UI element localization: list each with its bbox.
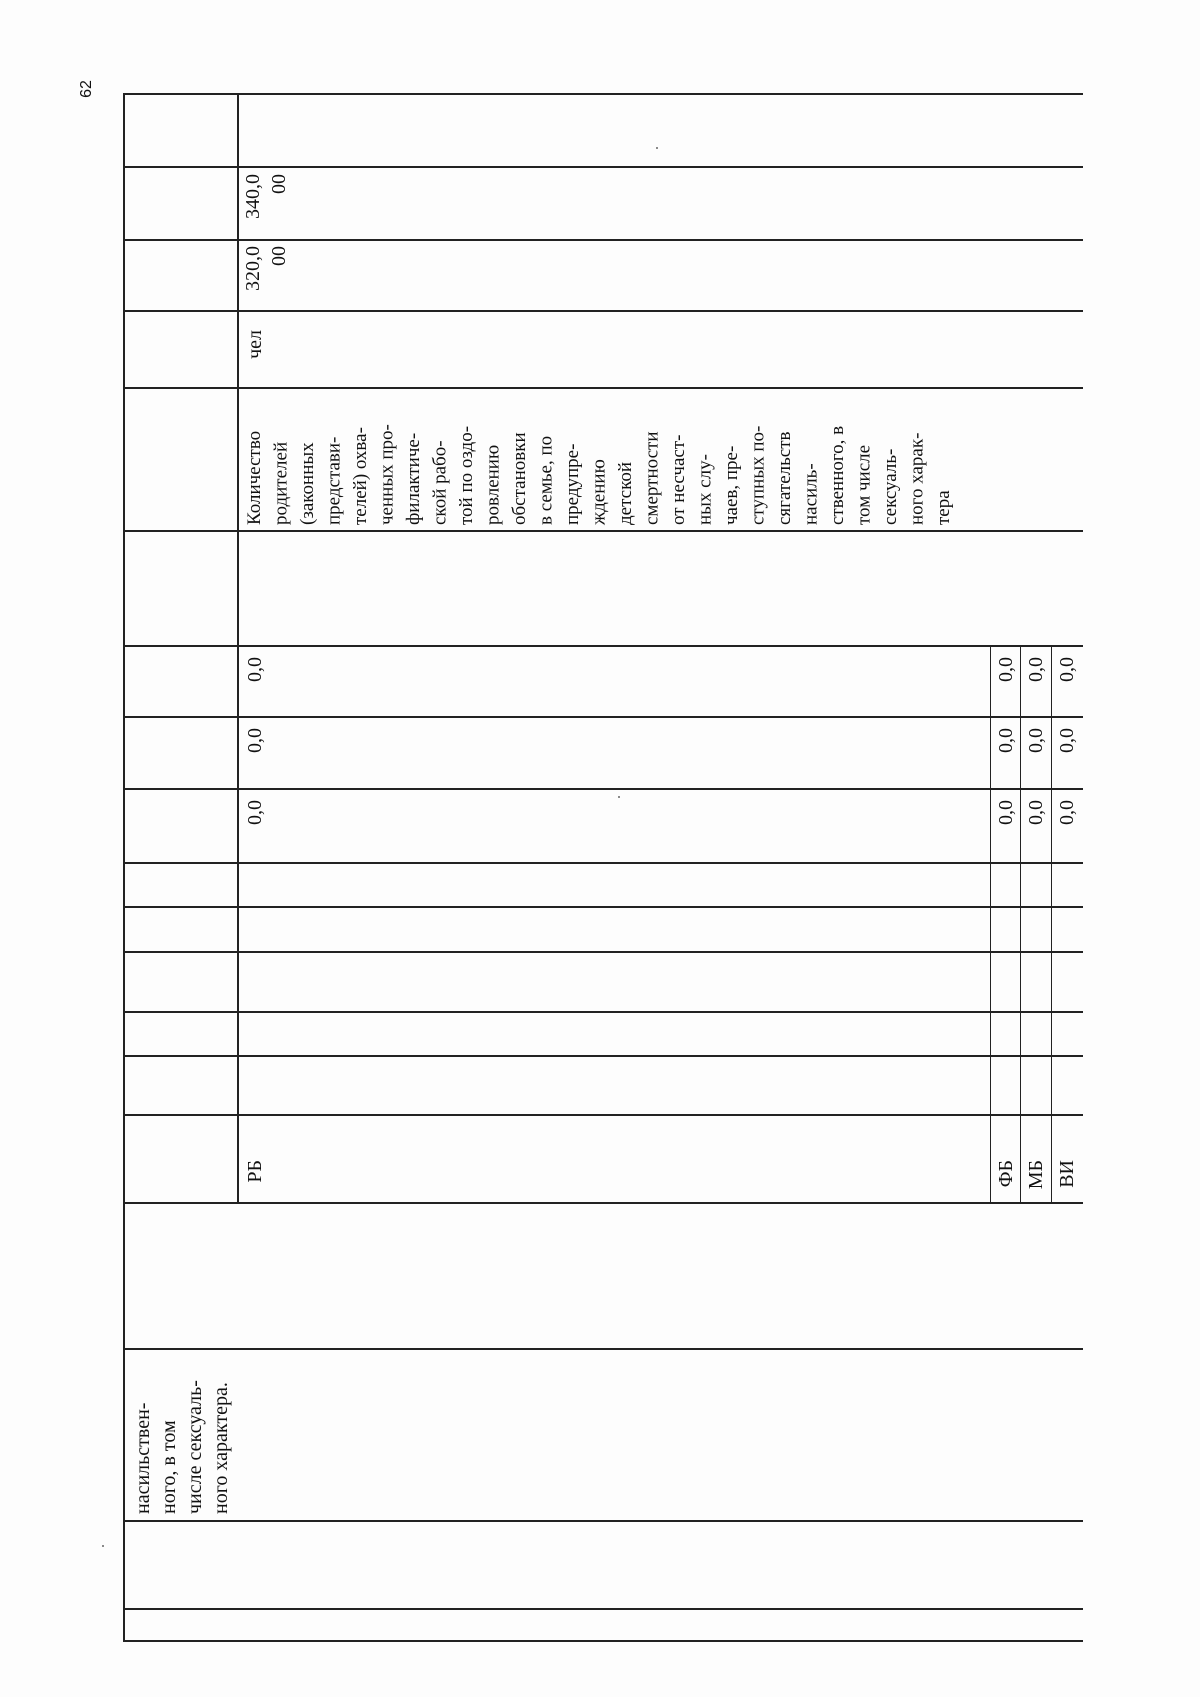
funding-value: 0,0 xyxy=(244,800,266,825)
vi-value: 0,0 xyxy=(1056,657,1078,682)
row-divider xyxy=(123,387,1083,389)
mb-value: 0,0 xyxy=(1025,800,1047,825)
vi-value: 0,0 xyxy=(1056,800,1078,825)
fb-value: 0,0 xyxy=(995,728,1017,753)
fb-value: 0,0 xyxy=(995,800,1017,825)
column-divider xyxy=(990,645,991,1202)
row-divider xyxy=(123,1055,1083,1057)
funding-source-mb: МБ xyxy=(1025,1160,1047,1190)
funding-value: 0,0 xyxy=(244,728,266,753)
row-divider xyxy=(123,1114,1083,1116)
row-divider xyxy=(123,951,1083,953)
vi-value: 0,0 xyxy=(1056,728,1078,753)
mb-value: 0,0 xyxy=(1025,657,1047,682)
funding-source-rb: РБ xyxy=(244,1160,266,1183)
row-divider xyxy=(123,239,1083,241)
table-border-bottom xyxy=(123,1640,1083,1642)
row-divider xyxy=(123,788,1083,790)
fb-value: 0,0 xyxy=(995,657,1017,682)
table-border-left xyxy=(123,93,125,1642)
row-divider xyxy=(123,1011,1083,1013)
row-divider xyxy=(123,1348,1083,1350)
column-divider xyxy=(1020,645,1021,1202)
unit-label: чел xyxy=(244,330,266,359)
row-divider xyxy=(123,530,1083,532)
row-divider xyxy=(123,1202,1083,1204)
row-divider xyxy=(123,1520,1083,1522)
scan-speck xyxy=(656,147,658,149)
mb-value: 0,0 xyxy=(1025,728,1047,753)
row-divider xyxy=(123,1608,1083,1610)
row-label-text: насильствен- ного, в том числе сексуаль- ного характера. xyxy=(132,1380,232,1514)
row-divider xyxy=(123,862,1083,864)
funding-value: 0,0 xyxy=(244,657,266,682)
row-divider xyxy=(123,310,1083,312)
funding-source-vi: ВИ xyxy=(1056,1160,1078,1188)
scan-speck xyxy=(618,796,620,798)
row-divider xyxy=(123,906,1083,908)
row-divider xyxy=(123,716,1083,718)
table-border-top xyxy=(123,93,1083,95)
funding-source-fb: ФБ xyxy=(995,1160,1017,1188)
page-number: 62 xyxy=(77,80,95,98)
row-divider xyxy=(123,166,1083,168)
column-divider xyxy=(237,93,239,1202)
target-value-1: 320,0 00 xyxy=(242,246,290,291)
indicator-text: Количество родителей (законных представи- телей) охва- ченных про- филактиче- ской рабо- той по оздо- ровлению обстановки в семье, по предупре- ждению детской смертности от несчаст- ных слу- чаев, пре- ступных по- сягательств насиль- ственного, в том числе сексуаль- ного харак- тера xyxy=(244,424,954,525)
row-divider xyxy=(123,645,1083,647)
target-value-2: 340,0 00 xyxy=(242,174,290,219)
column-divider xyxy=(1051,645,1052,1202)
scan-speck xyxy=(102,1545,104,1547)
